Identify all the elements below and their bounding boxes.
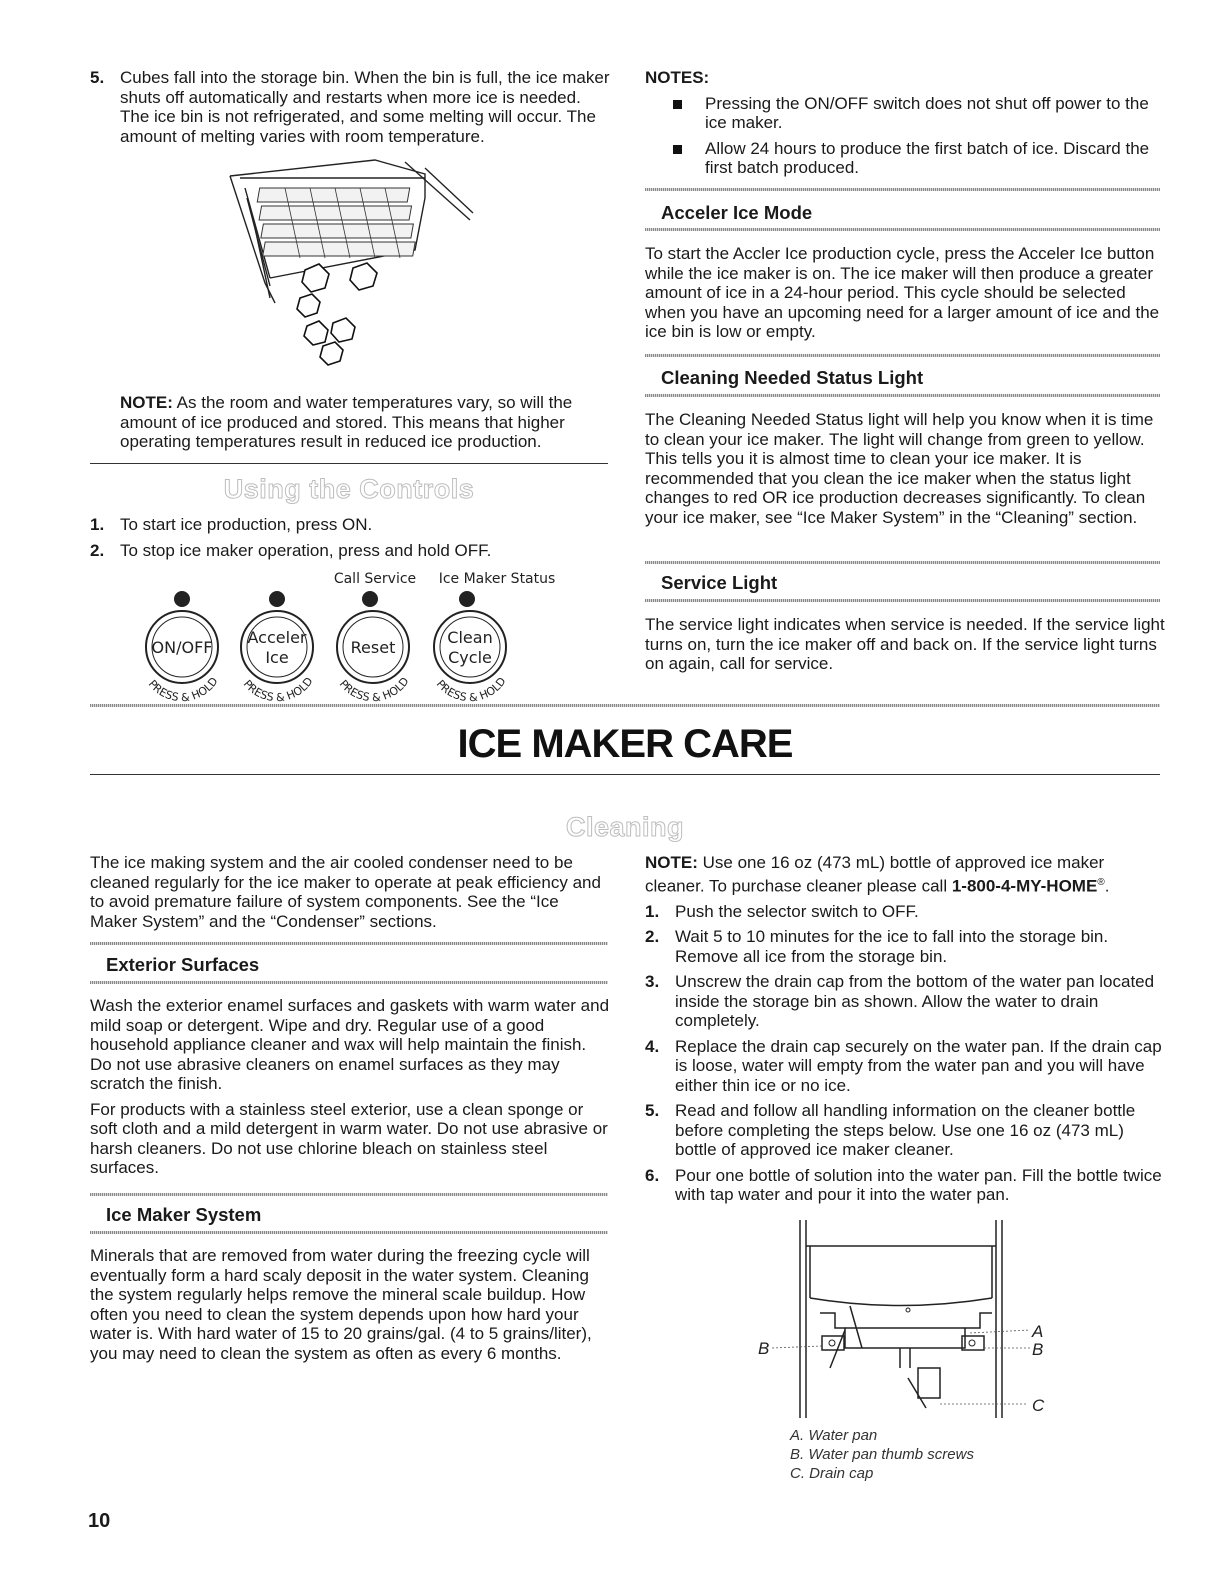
divider xyxy=(90,942,608,945)
section-heading-using-controls: Using the Controls xyxy=(223,474,475,504)
divider xyxy=(90,704,1160,707)
note-end: . xyxy=(1104,876,1110,896)
control-panel-diagram xyxy=(140,565,570,715)
step-number: 3. xyxy=(645,972,660,992)
list-item-text: Allow 24 hours to produce the first batch of ice. Discard the first batch produced. xyxy=(705,138,1150,177)
divider xyxy=(90,463,608,464)
paragraph: For products with a stainless steel exterior, use a clean sponge or soft cloth and a mild detergent in warm water. Do not use abrasive or harsh cleaners. Do not use chlorine bleach on stainless steel surfaces. xyxy=(90,1099,608,1177)
list-item-text: Pressing the ON/OFF switch does not shut off power to the ice maker. xyxy=(705,93,1149,132)
button-label: ON/OFF xyxy=(151,638,213,657)
callout-a: A xyxy=(1032,1322,1044,1341)
divider xyxy=(645,599,1160,602)
list-item xyxy=(645,972,1165,1031)
call-service-label: Call Service xyxy=(333,571,417,587)
divider xyxy=(90,981,608,984)
paragraph: The ice making system and the air cooled condenser need to be cleaned regularly for the ice maker to operate at peak efficiency and to avoid premature failure of system components. See the “Ice Maker System” and the “Condenser” sections. xyxy=(90,853,601,931)
legend-item: A. Water pan xyxy=(790,1427,878,1444)
button-label: Reset xyxy=(350,638,396,657)
paragraph: The Cleaning Needed Status light will help you know when it is time to clean your ice maker. The light will change from green to yellow. This tells you it is almost time to clean your ice maker. It is recommended that you clean the ice maker when the status light changes to red OR ice production decreases significantly. To clean your ice maker, see “Ice Maker System” in the “Cleaning” section. xyxy=(645,410,1154,527)
ice-maker-status-label: Ice Maker Status xyxy=(438,571,556,587)
list-item xyxy=(645,1037,1165,1096)
cleaning-light-text xyxy=(645,410,1165,527)
controls-steps xyxy=(90,515,610,566)
step-number: 5. xyxy=(645,1101,660,1121)
paragraph: The service light indicates when service is needed. If the service light turns on, turn the ice maker off and back on. If the service light turns on again, call for service. xyxy=(645,615,1165,673)
callout-b-left: B xyxy=(758,1339,770,1358)
note-text: As the room and water temperatures vary, so will the amount of ice produced and stored. This means that higher operating temperatures result in reduced ice production. xyxy=(120,393,573,451)
step-text: Pour one bottle of solution into the water pan. Fill the bottle twice with tap water and pour it into the water pan. xyxy=(675,1165,1162,1205)
step-number: 1. xyxy=(645,901,660,921)
cleaner-note xyxy=(645,853,1165,896)
registered-mark: ® xyxy=(1097,876,1105,888)
step-number: 6. xyxy=(645,1165,660,1185)
cleaning-procedure xyxy=(645,853,1165,1211)
button-label: Clean xyxy=(447,628,493,647)
divider xyxy=(645,354,1160,357)
paragraph: Wash the exterior enamel surfaces and gaskets with warm water and mild soap or detergent. Wipe and dry. Regular use of a good household appliance cleaner and wax will help maintain the finish. Do not use abrasive cleaners on enamel surfaces as they may scratch the finish. xyxy=(90,996,610,1093)
button-label: Ice xyxy=(265,648,289,667)
paragraph: To start the Accler Ice production cycle, press the Acceler Ice button while the ice maker is on. The ice maker will then produce a greater amount of ice in a 24-hour period. This cycle should be selected when you have an upcoming need for a larger amount of ice and the ice bin is low or empty. xyxy=(645,244,1160,341)
cleaning-intro xyxy=(90,853,610,931)
section-heading-cleaning: Cleaning xyxy=(565,812,684,842)
subheading-cleaning-light: Cleaning Needed Status Light xyxy=(661,367,924,388)
subheading-ice-maker-system: Ice Maker System xyxy=(106,1204,262,1225)
note-label: NOTE: xyxy=(645,853,698,872)
note-text: Use one 16 oz (473 mL) bottle of approved ice maker cleaner. To purchase cleaner please call xyxy=(645,853,1105,896)
note-label: NOTE: xyxy=(120,393,173,412)
reset-button[interactable] xyxy=(337,611,409,683)
page-number: 10 xyxy=(88,1510,111,1532)
exterior-surfaces-text xyxy=(90,996,610,1178)
list-item xyxy=(645,902,1165,922)
divider xyxy=(90,774,1160,775)
step-text: To stop ice maker operation, press and hold OFF. xyxy=(120,540,492,560)
paragraph: Minerals that are removed from water during the freezing cycle will eventually form a hard scaly deposit in the water system. Cleaning the system regularly helps remove the mineral scale buildup. How often you need to clean the system depends upon how hard your water is. With hard water of 15 to 20 grains/gal. (4 to 5 grains/liter), you may need to clean the system as often as every 6 months. xyxy=(90,1246,592,1363)
step-text: Read and follow all handling information on the cleaner bottle before completing the steps below. Use one 16 oz (473 mL) bottle of approved ice maker cleaner. xyxy=(675,1101,1136,1160)
step-number: 2. xyxy=(90,540,105,560)
service-light-text xyxy=(645,615,1165,674)
acceler-ice-text xyxy=(645,244,1165,342)
diagram-legend xyxy=(790,1426,974,1483)
step-text: Wait 5 to 10 minutes for the ice to fall into the storage bin. Remove all ice from the storage bin. xyxy=(675,927,1109,966)
acceler-ice-button[interactable] xyxy=(241,611,313,683)
step-number: 1. xyxy=(90,515,105,534)
bullet-icon xyxy=(673,145,682,154)
notes-label: NOTES: xyxy=(645,68,710,87)
divider xyxy=(645,561,1160,564)
press-hold-label: PRESS & HOLD xyxy=(433,674,509,705)
step-text: Push the selector switch to OFF. xyxy=(675,901,919,921)
callout-b-right: B xyxy=(1032,1340,1044,1359)
divider xyxy=(90,1231,608,1234)
button-label: Cycle xyxy=(448,648,492,667)
list-item xyxy=(645,1166,1165,1205)
on-off-button[interactable] xyxy=(146,611,218,683)
water-pan-diagram xyxy=(750,1218,1060,1423)
callout-c: C xyxy=(1032,1396,1045,1415)
step-text: To start ice production, press ON. xyxy=(120,515,373,534)
indicator-light xyxy=(174,591,190,607)
divider xyxy=(90,1193,608,1196)
ice-maker-system-text xyxy=(90,1246,610,1363)
phone-number: 1-800-4-MY-HOME xyxy=(951,876,1098,896)
button-label: Acceler xyxy=(247,628,307,647)
bullet-icon xyxy=(673,100,682,109)
list-item xyxy=(645,1101,1165,1160)
ice-storage-step xyxy=(90,68,610,152)
press-hold-label: PRESS & HOLD xyxy=(145,674,221,705)
notes-section xyxy=(645,68,1165,184)
legend-item: C. Drain cap xyxy=(790,1465,874,1482)
list-item xyxy=(645,927,1165,966)
step-number: 5. xyxy=(90,68,105,87)
ice-bin-illustration xyxy=(225,158,475,373)
clean-cycle-button[interactable] xyxy=(434,611,506,683)
indicator-light xyxy=(269,591,285,607)
status-light xyxy=(459,591,475,607)
divider xyxy=(645,188,1160,191)
subheading-exterior-surfaces: Exterior Surfaces xyxy=(106,954,260,975)
list-item xyxy=(645,94,1165,133)
step-number: 2. xyxy=(645,927,660,947)
step-text: Replace the drain cap securely on the water pan. If the drain cap is loose, water will empty from the water pan and you will have either thin ice or no ice. xyxy=(675,1036,1162,1095)
temperature-note xyxy=(90,393,610,452)
subheading-acceler-ice: Acceler Ice Mode xyxy=(661,202,813,223)
legend-item: B. Water pan thumb screws xyxy=(790,1446,974,1463)
subheading-service-light: Service Light xyxy=(661,572,778,593)
press-hold-label: PRESS & HOLD xyxy=(336,674,412,705)
page-title: ICE MAKER CARE xyxy=(457,722,793,766)
list-item xyxy=(645,139,1165,178)
divider xyxy=(645,228,1160,231)
press-hold-label: PRESS & HOLD xyxy=(240,674,316,705)
step-text: Cubes fall into the storage bin. When the bin is full, the ice maker shuts off automatically and restarts when more ice is needed. The ice bin is not refrigerated, and some melting will occur. The amount of melting varies with room temperature. xyxy=(120,68,610,146)
call-service-light xyxy=(362,591,378,607)
divider xyxy=(645,394,1160,397)
step-text: Unscrew the drain cap from the bottom of the water pan located inside the storage bin as shown. Allow the water to drain completely. xyxy=(675,972,1155,1031)
step-number: 4. xyxy=(645,1036,660,1056)
